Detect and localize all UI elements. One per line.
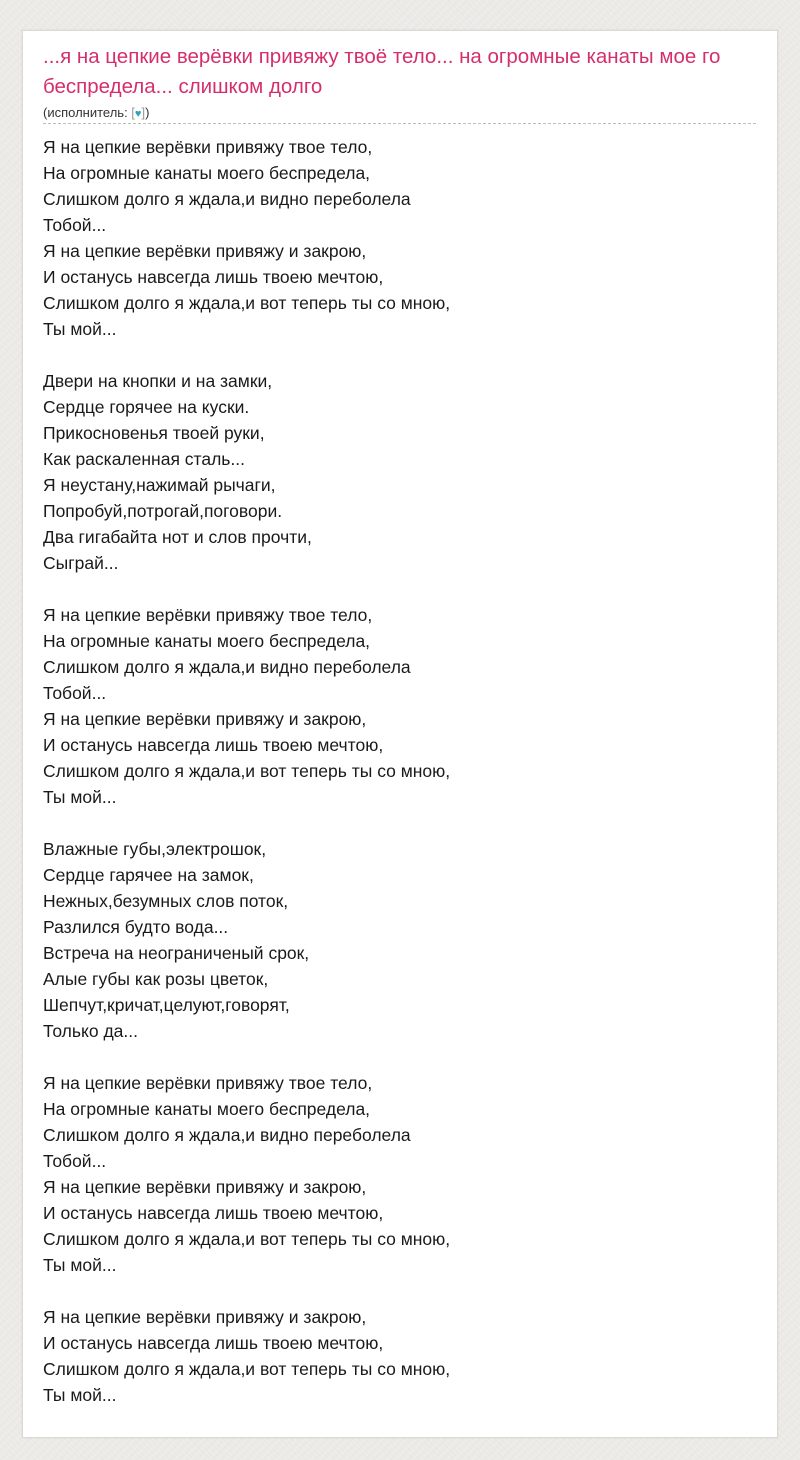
lyric-line: Два гигабайта нот и слов прочти, [43, 527, 312, 547]
lyrics-stanza [43, 602, 756, 810]
lyric-line: На огромные канаты моего беспредела, [43, 1099, 371, 1119]
lyric-line: Только да... [43, 1021, 138, 1041]
artist-line [43, 105, 149, 122]
lyric-line: Ты мой... [43, 787, 117, 807]
lyric-line: Алые губы как розы цветок, [43, 969, 269, 989]
lyrics-stanza [43, 368, 756, 576]
lyric-line: Как раскаленная сталь... [43, 449, 245, 469]
lyric-line: Слишком долго я ждала,и видно переболела [43, 657, 411, 677]
lyric-line: Нежных,безумных слов поток, [43, 891, 289, 911]
lyric-line: Тобой... [43, 683, 107, 703]
heart-icon[interactable]: ♥ [134, 108, 142, 120]
lyric-line: Прикосновенья твоей руки, [43, 423, 265, 443]
artist-prefix: (исполнитель: [43, 105, 132, 120]
lyric-line: Встреча на неограниченый срок, [43, 943, 310, 963]
lyric-line: И останусь навсегда лишь твоею мечтою, [43, 267, 384, 287]
lyric-line: Ты мой... [43, 1255, 117, 1275]
lyric-line: Я на цепкие верёвки привяжу твое тело, [43, 137, 373, 157]
lyrics-stanza [43, 1070, 756, 1278]
artist-bracket-close: ] [141, 105, 146, 120]
lyric-line: На огромные канаты моего беспредела, [43, 631, 371, 651]
lyric-line: На огромные канаты моего беспредела, [43, 163, 371, 183]
lyric-line: Тобой... [43, 1151, 107, 1171]
lyric-line: Я на цепкие верёвки привяжу твое тело, [43, 605, 373, 625]
lyrics-stanza [43, 836, 756, 1044]
lyric-line: Разлился будто вода... [43, 917, 229, 937]
artist-bracket-open: [ [131, 105, 135, 120]
lyric-line: Слишком долго я ждала,и видно переболела [43, 1125, 411, 1145]
lyrics-card [22, 30, 778, 1438]
lyrics-body [43, 134, 756, 1434]
lyric-line: Сердце гарячее на замок, [43, 865, 254, 885]
dashed-divider [43, 123, 756, 124]
lyric-line: Слишком долго я ждала,и видно переболела [43, 189, 411, 209]
lyric-line: Слишком долго я ждала,и вот теперь ты со мною, [43, 1359, 451, 1379]
lyric-line: Сердце горячее на куски. [43, 397, 250, 417]
lyric-line: Ты мой... [43, 319, 117, 339]
lyric-line: Я неустану,нажимай рычаги, [43, 475, 276, 495]
lyric-line: Тобой... [43, 215, 107, 235]
lyric-line: Я на цепкие верёвки привяжу и закрою, [43, 1177, 367, 1197]
lyrics-stanza [43, 134, 756, 342]
song-title: ...я на цепкие верёвки привяжу твоё тело... на огромные канаты мое го беспредела... слишком долго [43, 45, 721, 98]
lyric-line: Влажные губы,электрошок, [43, 839, 267, 859]
lyric-line: Ты мой... [43, 1385, 117, 1405]
lyric-line: И останусь навсегда лишь твоею мечтою, [43, 1203, 384, 1223]
lyrics-stanza [43, 1304, 756, 1408]
lyric-line: Я на цепкие верёвки привяжу твое тело, [43, 1073, 373, 1093]
lyric-line: Слишком долго я ждала,и вот теперь ты со мною, [43, 1229, 451, 1249]
lyric-line: Слишком долго я ждала,и вот теперь ты со мною, [43, 761, 451, 781]
lyric-line: Шепчут,кричат,целуют,говорят, [43, 995, 290, 1015]
lyric-line: Попробуй,потрогай,поговори. [43, 501, 283, 521]
artist-suffix: ) [145, 105, 150, 120]
lyric-line: Слишком долго я ждала,и вот теперь ты со мною, [43, 293, 451, 313]
lyric-line: Я на цепкие верёвки привяжу и закрою, [43, 1307, 367, 1327]
lyric-line: Я на цепкие верёвки привяжу и закрою, [43, 709, 367, 729]
lyric-line: И останусь навсегда лишь твоею мечтою, [43, 1333, 384, 1353]
lyric-line: Я на цепкие верёвки привяжу и закрою, [43, 241, 367, 261]
lyric-line: Двери на кнопки и на замки, [43, 371, 273, 391]
lyric-line: Сыграй... [43, 553, 119, 573]
lyric-line: И останусь навсегда лишь твоею мечтою, [43, 735, 384, 755]
